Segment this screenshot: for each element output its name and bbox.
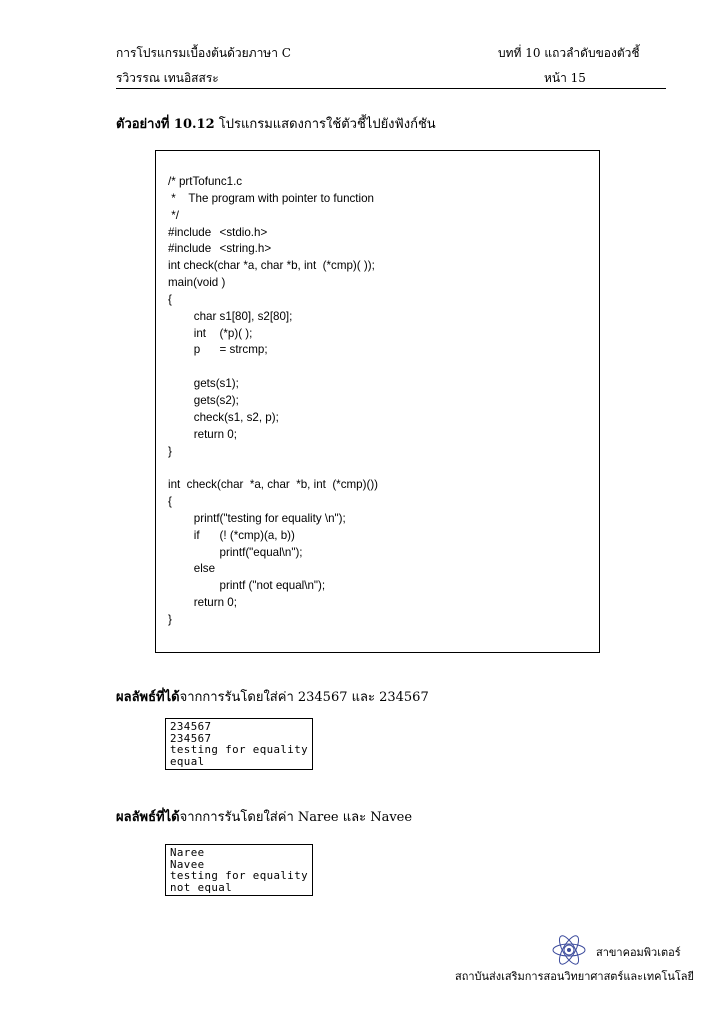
example-heading	[116, 113, 436, 134]
result-1-output: 234567 234567 testing for equality equal	[170, 720, 309, 768]
example-title: โปรแกรมแสดงการใช้ตัวชี้ไปยังฟังก์ชัน	[218, 117, 436, 132]
result-2-title-text: จากการรันโดยใส่ค่า Naree และ Navee	[179, 810, 413, 825]
result-1-console	[165, 718, 313, 770]
ipst-atom-logo-icon	[551, 932, 587, 968]
author-name: รวิวรรณ เทนอิสสระ	[116, 71, 219, 85]
result-1-title-text: จากการรันโดยใส่ค่า 234567 และ 234567	[179, 690, 429, 705]
header-divider	[116, 88, 666, 89]
result-2-output: Naree Navee testing for equality not equal	[170, 846, 309, 894]
footer-department: สาขาคอมพิวเตอร์	[596, 946, 681, 959]
code-listing-box	[155, 150, 600, 653]
result-1-title-bold: ผลลัพธ์ที่ได้	[116, 690, 180, 705]
book-title: การโปรแกรมเบื้องต้นด้วยภาษา C	[116, 46, 291, 60]
result-2-console	[165, 844, 313, 896]
result-2-heading	[116, 806, 412, 827]
chapter-title: บทที่ 10 แถวลำดับของตัวชี้	[498, 46, 640, 60]
page-number: หน้า 15	[544, 71, 586, 85]
result-2-title-bold: ผลลัพธ์ที่ได้	[116, 810, 180, 825]
footer-institute: สถาบันส่งเสริมการสอนวิทยาศาสตร์และเทคโนโลยี	[455, 970, 694, 983]
code-listing: /* prtTofunc1.c * The program with pointer to function */ #include <stdio.h> #include <string.h> int check(char *a, char *b, int (*cmp)( )); main(void ) { char s1[80], s2[80]; int (*p)( ); p = strcmp; gets(s1); gets(s2); check(s1, s2, p); return 0; } int check(char *a, char *b, int (*cmp)()) { printf("testing for equality \n"); if (! (*cmp)(a, b)) printf("equal\n"); else printf ("not equal\n"); return 0; }	[168, 175, 379, 626]
result-1-heading	[116, 686, 429, 707]
example-number: ตัวอย่างที่ 10.12	[116, 117, 215, 132]
